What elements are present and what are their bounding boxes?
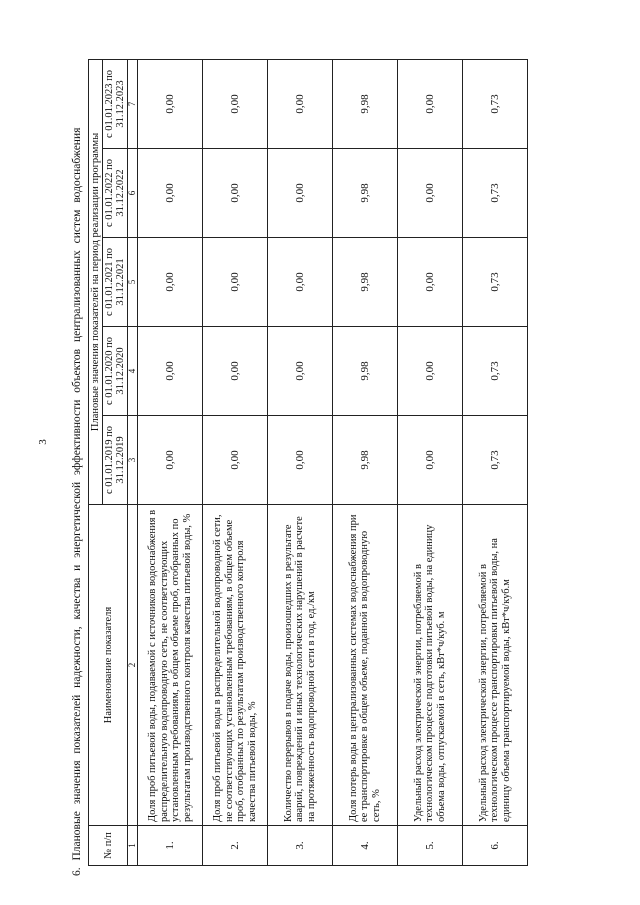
value-cell: 0,00 xyxy=(138,59,203,148)
header-period: с 01.01.2019 по 31.12.2019 xyxy=(103,416,128,505)
page-number: 3 xyxy=(36,439,49,445)
value-cell: 0,00 xyxy=(138,238,203,327)
indicator-name: Удельный расход электрической энергии, потребляемой в технологическом процессе подготовки питьевой воды, на единицу объема воды, отпускаемой в сеть, кВт*ч/куб. м xyxy=(398,505,463,826)
table-row xyxy=(203,59,268,865)
row-number: 6. xyxy=(463,826,528,866)
indicator-name: Количество перерывов в подаче воды, произошедших в результате аварий, повреждений и иных технологических нарушений в расчете на протяженность водопроводной сети в год, ед./км xyxy=(268,505,333,826)
section-title: 6. Плановые значения показателей надежности, качества и энергетической эффективности объектов централизованных систем водоснабжения xyxy=(71,127,83,876)
value-cell: 0,00 xyxy=(398,59,463,148)
header-name: Наименование показателя xyxy=(89,505,128,826)
value-cell: 0,00 xyxy=(268,149,333,238)
value-cell: 0,00 xyxy=(203,149,268,238)
row-number: 2. xyxy=(203,826,268,866)
indicators-table xyxy=(88,59,528,866)
value-cell: 0,73 xyxy=(463,149,528,238)
header-period: с 01.01.2020 по 31.12.2020 xyxy=(103,327,128,416)
column-index: 3 xyxy=(128,416,138,505)
value-cell: 0,00 xyxy=(268,327,333,416)
table-row xyxy=(463,59,528,865)
table-row xyxy=(138,59,203,865)
value-cell: 0,00 xyxy=(203,238,268,327)
column-index: 7 xyxy=(128,59,138,148)
table-row xyxy=(398,59,463,865)
indicator-name: Доля потерь воды в централизованных системах водоснабжения при ее транспортировке в общем объеме, поданной в водопроводную сеть, % xyxy=(333,505,398,826)
value-cell: 9,98 xyxy=(333,149,398,238)
value-cell: 0,00 xyxy=(203,59,268,148)
value-cell: 0,00 xyxy=(268,59,333,148)
value-cell: 0,73 xyxy=(463,59,528,148)
column-index: 4 xyxy=(128,327,138,416)
indicator-name: Доля проб питьевой воды, подаваемой с источников водоснабжения в распределительную водопроводную сеть, не соответствующих установленным требованиям, в общем объеме проб, отобранных по результатам производственного контроля качества питьевой воды, % xyxy=(138,505,203,826)
row-number: 5. xyxy=(398,826,463,866)
header-period: с 01.01.2021 по 31.12.2021 xyxy=(103,238,128,327)
value-cell: 9,98 xyxy=(333,59,398,148)
header-period: с 01.01.2022 по 31.12.2022 xyxy=(103,149,128,238)
value-cell: 0,00 xyxy=(203,416,268,505)
value-cell: 0,00 xyxy=(268,416,333,505)
value-cell: 0,00 xyxy=(203,327,268,416)
row-number: 4. xyxy=(333,826,398,866)
value-cell: 9,98 xyxy=(333,416,398,505)
value-cell: 0,00 xyxy=(138,416,203,505)
row-number: 1. xyxy=(138,826,203,866)
column-index: 1 xyxy=(128,826,138,866)
table-row xyxy=(333,59,398,865)
value-cell: 0,00 xyxy=(398,416,463,505)
header-period: с 01.01.2023 по 31.12.2023 xyxy=(103,59,128,148)
column-index: 6 xyxy=(128,149,138,238)
header-period-group: Плановые значения показателей на период реализации программы xyxy=(89,59,103,504)
indicator-name: Удельный расход электрической энергии, потребляемой в технологическом процессе транспортировки питьевой воды, на единицу объема транспортируемой воды, кВт*ч/куб.м xyxy=(463,505,528,826)
rotated-page-content xyxy=(71,50,528,876)
value-cell: 9,98 xyxy=(333,238,398,327)
value-cell: 0,73 xyxy=(463,238,528,327)
row-number: 3. xyxy=(268,826,333,866)
value-cell: 0,73 xyxy=(463,327,528,416)
indicator-name: Доля проб питьевой воды в распределительной водопроводной сети, не соответствующих установленным требованиям, в общем объеме проб, отобранных по результатам производственного контроля качества питьевой воды, % xyxy=(203,505,268,826)
table-row xyxy=(268,59,333,865)
value-cell: 0,00 xyxy=(398,238,463,327)
value-cell: 9,98 xyxy=(333,327,398,416)
value-cell: 0,00 xyxy=(138,149,203,238)
column-index: 5 xyxy=(128,238,138,327)
value-cell: 0,00 xyxy=(268,238,333,327)
value-cell: 0,73 xyxy=(463,416,528,505)
value-cell: 0,00 xyxy=(398,149,463,238)
column-index: 2 xyxy=(128,505,138,826)
value-cell: 0,00 xyxy=(398,327,463,416)
header-num: № п/п xyxy=(89,826,128,866)
value-cell: 0,00 xyxy=(138,327,203,416)
